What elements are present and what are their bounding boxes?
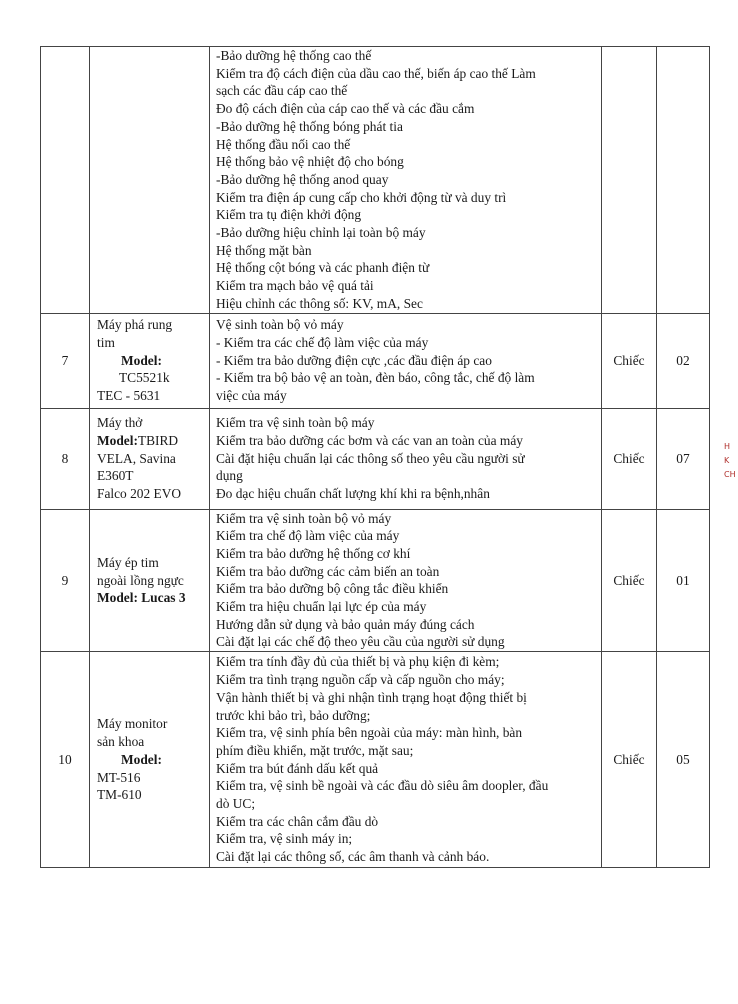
task-line: Kiểm tra tình trạng nguồn cấp và cấp nguồn cho máy; xyxy=(216,672,505,688)
quantity: 05 xyxy=(657,652,710,868)
task-line: Đo dạc hiệu chuẩn chất lượng khí khi ra bệnh,nhân xyxy=(216,486,490,502)
task-line: sạch các đầu cáp cao thế xyxy=(216,83,348,99)
task-line: -Bảo dưỡng hiệu chỉnh lại toàn bộ máy xyxy=(216,225,426,241)
task-line: Kiểm tra, vệ sinh bề ngoài và các đầu dò siêu âm doopler, đầu xyxy=(216,778,549,794)
task-line: Cài đặt lại các thông số, các âm thanh và cảnh báo. xyxy=(216,849,490,865)
task-line: Hiệu chỉnh các thông số: KV, mA, Sec xyxy=(216,295,423,311)
quantity: 01 xyxy=(657,509,710,652)
unit: Chiếc xyxy=(602,408,657,509)
task-line: Vệ sinh toàn bộ vỏ máy xyxy=(216,317,344,333)
model-value: MT-516 xyxy=(97,769,141,785)
table-row xyxy=(41,408,710,509)
task-line: Cài đặt lại các chế độ theo yêu cầu của người sử dụng xyxy=(216,634,505,650)
task-line: Kiểm tra điện áp cung cấp cho khởi động từ và duy trì xyxy=(216,189,507,205)
task-line: Cài đặt hiệu chuẩn lại các thông số theo yêu cầu người sử xyxy=(216,450,525,466)
task-line: Kiểm tra chế độ làm việc của máy xyxy=(216,528,400,544)
model-value: Falco 202 EVO xyxy=(97,486,182,502)
task-line: Kiểm tra bảo dưỡng hệ thống cơ khí xyxy=(216,545,411,561)
task-line: Kiểm tra các chân cắm đầu dò xyxy=(216,813,379,829)
model-value: E360T xyxy=(97,468,134,484)
row-number xyxy=(41,47,90,314)
stamp-text: K xyxy=(724,456,730,465)
table-row xyxy=(41,509,710,652)
task-line: Kiểm tra, vệ sinh máy in; xyxy=(216,831,353,847)
row-number: 9 xyxy=(41,509,90,652)
unit: Chiếc xyxy=(602,313,657,408)
model-line xyxy=(97,589,205,607)
task-line: Hệ thống bảo vệ nhiệt độ cho bóng xyxy=(216,154,404,170)
maintenance-tasks xyxy=(210,313,602,408)
device-name-line: tim xyxy=(97,334,115,350)
task-line: - Kiểm tra bộ bảo vệ an toàn, đèn báo, công tắc, chế độ làm xyxy=(216,370,535,386)
task-line: -Bảo dưỡng hệ thống bóng phát tia xyxy=(216,118,403,134)
maintenance-tasks xyxy=(210,47,602,314)
task-line: Kiểm tra vệ sinh toàn bộ vỏ máy xyxy=(216,510,392,526)
task-line: Hướng dẫn sử dụng và bảo quản máy đúng cách xyxy=(216,616,475,632)
device-name-line: ngoài lồng ngực xyxy=(97,572,184,588)
model-value: VELA, Savina xyxy=(97,450,176,466)
task-line: Kiểm tra, vệ sinh phía bên ngoài của máy: màn hình, bàn xyxy=(216,725,523,741)
task-line: Kiểm tra bảo dưỡng các bơm và các van an toàn của máy xyxy=(216,432,523,448)
task-line: - Kiểm tra bảo dưỡng điện cực ,các đầu điện áp cao xyxy=(216,352,492,368)
device-name-line: Máy monitor xyxy=(97,716,168,732)
task-line: Kiểm tra mạch bảo vệ quá tải xyxy=(216,278,374,294)
task-line: -Bảo dưỡng hệ thống anod quay xyxy=(216,171,389,187)
model-value: TM-610 xyxy=(97,787,142,803)
stamp-text: H xyxy=(724,442,731,451)
device-name-line: Máy thở xyxy=(97,415,143,431)
model-value: TC5521k xyxy=(119,370,170,386)
model-line xyxy=(97,432,205,450)
unit: Chiếc xyxy=(602,652,657,868)
task-line: Kiểm tra hiệu chuẩn lại lực ép của máy xyxy=(216,599,427,615)
model-line xyxy=(97,352,205,370)
task-line: việc của máy xyxy=(216,388,287,404)
task-line: phím điều khiển, mặt trước, mặt sau; xyxy=(216,742,414,758)
device-name xyxy=(90,408,210,509)
task-line: dò UC; xyxy=(216,796,256,812)
maintenance-tasks xyxy=(210,408,602,509)
task-line: -Bảo dưỡng hệ thống cao thế xyxy=(216,48,372,63)
task-line: Hệ thống cột bóng và các phanh điện từ xyxy=(216,260,430,276)
task-line: Vận hành thiết bị và ghi nhận tình trạng hoạt động thiết bị xyxy=(216,689,527,705)
model-label: Model: xyxy=(121,352,162,368)
task-line: dụng xyxy=(216,468,243,484)
task-line: Đo độ cách điện của cáp cao thế và các đầu cắm xyxy=(216,101,475,117)
quantity xyxy=(657,47,710,314)
row-number: 8 xyxy=(41,408,90,509)
maintenance-tasks xyxy=(210,652,602,868)
stamp-text: CH xyxy=(724,470,736,479)
model-label: Model: xyxy=(97,432,138,448)
row-number: 7 xyxy=(41,313,90,408)
model-value: TBIRD xyxy=(137,432,179,448)
side-stamp xyxy=(724,440,738,482)
task-line: Kiểm tra tính đầy đủ của thiết bị và phụ kiện đi kèm; xyxy=(216,654,500,670)
task-line: Kiểm tra vệ sinh toàn bộ máy xyxy=(216,415,375,431)
device-name xyxy=(90,47,210,314)
row-number: 10 xyxy=(41,652,90,868)
task-line: Hệ thống đầu nối cao thế xyxy=(216,136,351,152)
model-value: TEC - 5631 xyxy=(97,388,161,404)
task-line: Kiểm tra bút đánh dấu kết quả xyxy=(216,760,379,776)
device-name-line: Máy ép tim xyxy=(97,554,159,570)
model-value: Lucas 3 xyxy=(137,590,186,606)
device-name xyxy=(90,313,210,408)
quantity: 02 xyxy=(657,313,710,408)
unit xyxy=(602,47,657,314)
task-line: Kiểm tra tụ điện khởi động xyxy=(216,207,362,223)
device-name-line: sản khoa xyxy=(97,734,145,750)
device-name xyxy=(90,652,210,868)
model-line xyxy=(97,751,205,769)
task-line: Hệ thống mặt bàn xyxy=(216,242,312,258)
table-row xyxy=(41,313,710,408)
task-line: Kiểm tra bảo dưỡng các cảm biến an toàn xyxy=(216,563,440,579)
device-name xyxy=(90,509,210,652)
task-line: Kiểm tra bảo dưỡng bộ công tắc điều khiển xyxy=(216,581,449,597)
task-line: trước khi bảo trì, bảo dưỡng; xyxy=(216,707,371,723)
task-line: Kiểm tra độ cách điện của dầu cao thế, biến áp cao thế Làm xyxy=(216,65,536,81)
table-row xyxy=(41,652,710,868)
unit: Chiếc xyxy=(602,509,657,652)
device-name-line: Máy phá rung xyxy=(97,317,173,333)
quantity: 07 xyxy=(657,408,710,509)
maintenance-table xyxy=(40,46,710,868)
task-line: - Kiểm tra các chế độ làm việc của máy xyxy=(216,334,429,350)
table-row xyxy=(41,47,710,314)
model-label: Model: xyxy=(97,590,138,606)
maintenance-tasks xyxy=(210,509,602,652)
model-label: Model: xyxy=(121,751,162,767)
